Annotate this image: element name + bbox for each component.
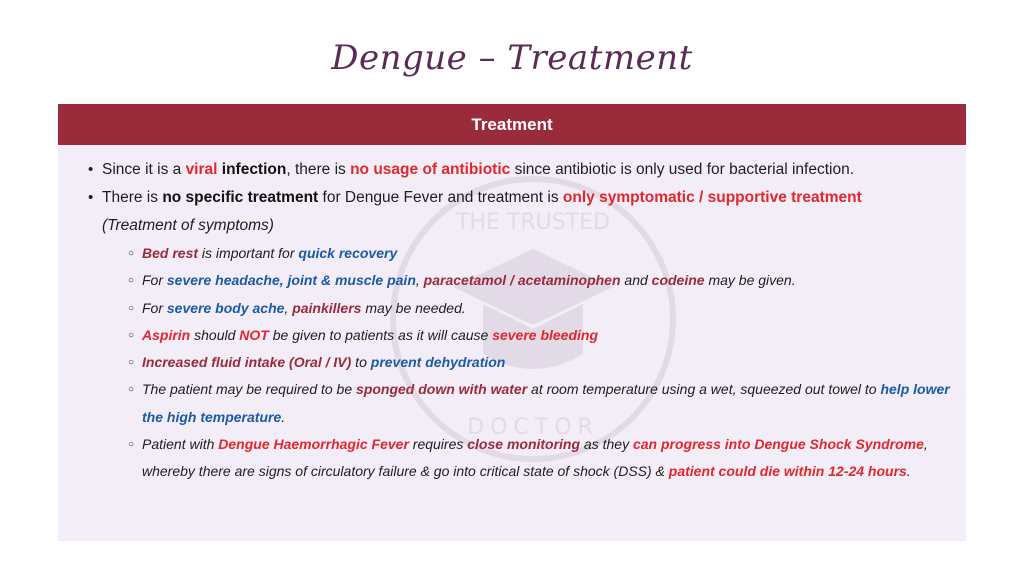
emphasis-text: severe headache, joint & muscle pain [166, 272, 416, 289]
bullet-item [88, 184, 958, 486]
emphasis-text: Aspirin [142, 326, 191, 343]
emphasis-text: codeine [651, 272, 705, 289]
sub-bullet-item [128, 267, 958, 294]
emphasis-text: only symptomatic / supportive treatment [562, 189, 862, 206]
body-text: The patient may be required to be [142, 381, 357, 398]
emphasis-text: prevent dehydration [370, 354, 506, 371]
sub-bullet-item [128, 322, 958, 349]
body-text: . [906, 463, 911, 480]
body-text: for Dengue Fever and treatment is [318, 189, 563, 206]
body-text: Since it is a [102, 161, 186, 178]
watermark-top-text: THE TRUSTED [456, 210, 610, 235]
slide-title: Dengue – Treatment [331, 38, 693, 78]
emphasis-text: NOT [239, 326, 269, 343]
bullet-note: (Treatment of symptoms) [102, 217, 274, 234]
emphasis-text: close monitoring [467, 436, 581, 453]
body-text: requires [408, 436, 468, 453]
watermark-bottom-text: DOCTOR [467, 415, 599, 440]
emphasis-text: severe bleeding [492, 326, 599, 343]
emphasis-text: help lower the high temperature [142, 381, 950, 425]
body-text: is important for [198, 245, 299, 261]
emphasis-text: Dengue Haemorrhagic Fever [218, 436, 409, 453]
emphasis-text: no specific treatment [162, 189, 319, 206]
sub-bullet-item [128, 376, 958, 431]
bullet-item [88, 156, 958, 184]
body-text: since antibiotic is only used for bacterial infection. [510, 161, 855, 178]
body-text: , whereby there are signs of circulatory failure & go into critical state of shock (DSS) & [142, 436, 928, 480]
body-text: as they [580, 436, 633, 453]
emphasis-text: patient could die within 12-24 hours [668, 463, 907, 480]
body-text: There is [102, 189, 163, 206]
emphasis-text: can progress into Dengue Shock Syndrome [632, 436, 924, 453]
body-text: and [620, 272, 652, 289]
emphasis-text: quick recovery [298, 245, 398, 261]
emphasis-text: infection [217, 161, 287, 178]
body-text: to [351, 354, 371, 371]
body-text: Patient with [142, 436, 219, 453]
emphasis-text: no usage of antibiotic [350, 161, 511, 178]
body-text: , there is [286, 161, 351, 178]
treatment-panel [58, 104, 966, 541]
panel-header: Treatment [58, 104, 966, 145]
treatment-list [88, 156, 958, 486]
body-text: For [142, 272, 167, 289]
body-text: be given to patients as it will cause [268, 326, 493, 343]
body-text: at room temperature using a wet, squeezed out towel to [527, 381, 881, 398]
emphasis-text: Bed rest [142, 245, 199, 261]
sub-list [102, 240, 958, 486]
emphasis-text: paracetamol / acetaminophen [423, 272, 621, 289]
bullet-text [102, 156, 958, 184]
sub-bullet-item [128, 431, 958, 486]
sub-bullet-item [128, 295, 958, 322]
emphasis-text: painkillers [292, 299, 362, 316]
emphasis-text: severe body ache [166, 299, 285, 316]
body-text: , [415, 272, 424, 289]
body-text: For [142, 299, 167, 316]
body-text: should [190, 326, 240, 343]
bullet-text [102, 184, 958, 212]
emphasis-text: viral [185, 161, 218, 178]
sub-bullet-item [128, 349, 958, 376]
emphasis-text: Increased fluid intake (Oral / IV) [142, 354, 352, 371]
sub-bullet-item [128, 240, 958, 267]
body-text: may be needed. [361, 299, 466, 316]
emphasis-text: sponged down with water [356, 381, 528, 398]
body-text: may be given. [704, 272, 796, 289]
body-text: , [284, 299, 293, 316]
body-text: . [281, 408, 286, 425]
